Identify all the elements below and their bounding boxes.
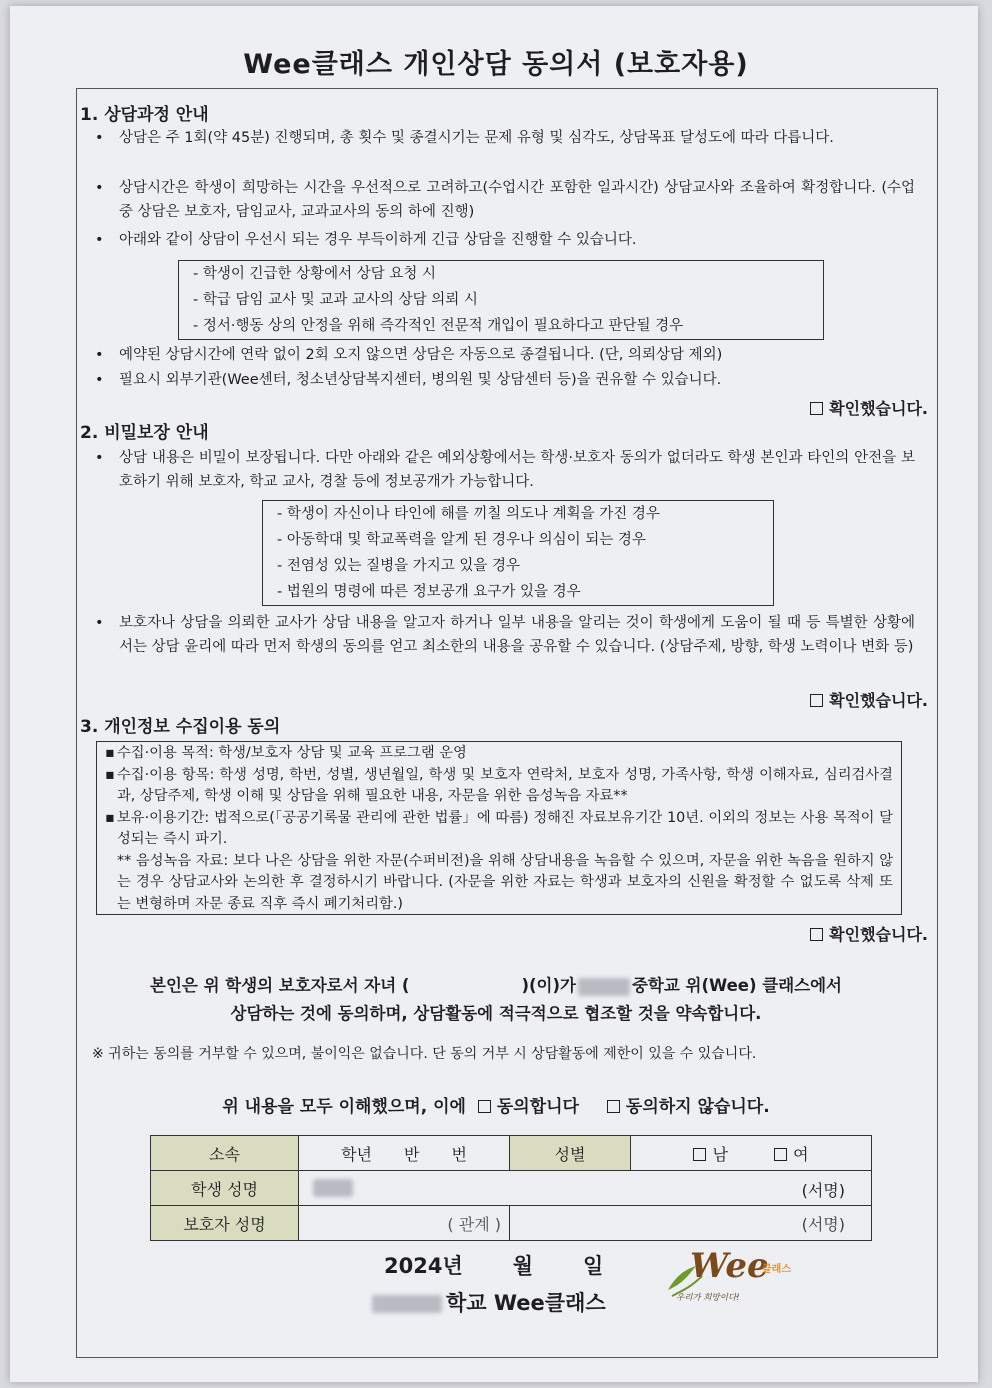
female-checkbox[interactable]: 여 xyxy=(774,1145,808,1164)
section1-confirm-checkbox[interactable]: 확인했습니다. xyxy=(810,396,928,419)
exceptions-box xyxy=(262,500,774,606)
agreement-line: 위 내용을 모두 이해했으며, 이에 동의합니다 동의하지 않습니다. xyxy=(222,1097,770,1117)
section3-heading: 3. 개인정보 수집이용 동의 xyxy=(80,717,281,737)
guardian-name-field[interactable] xyxy=(299,1206,510,1241)
refusal-note: ※ 귀하는 동의를 거부할 수 있으며, 불이익은 없습니다. 단 동의 거부 시 상담활동에 제한이 있을 수 있습니다. xyxy=(92,1046,757,1062)
checkbox-icon xyxy=(810,694,823,707)
privacy-box xyxy=(96,741,902,915)
section2-confirm-checkbox[interactable]: 확인했습니다. xyxy=(810,688,928,711)
urgent-cases-box xyxy=(178,260,824,340)
privacy-item: ▪ 수집·이용 목적: 학생/보호자 상담 및 교육 프로그램 운영 xyxy=(105,745,467,761)
logo-sub: 클래스 xyxy=(762,1264,791,1275)
student-name-label: 학생 성명 xyxy=(151,1171,299,1206)
exception-case: - 아동학대 및 학교폭력을 알게 된 경우나 의심이 되는 경우 xyxy=(277,532,646,548)
logo-slogan: 우리가 희망이다! xyxy=(676,1293,740,1303)
gender-label: 성별 xyxy=(510,1136,631,1171)
affiliation-field[interactable]: 학년 반 번 xyxy=(299,1136,510,1171)
redacted-school-name xyxy=(372,1295,442,1313)
student-name-field[interactable] xyxy=(299,1171,872,1206)
info-table xyxy=(150,1135,872,1241)
agree-no-checkbox[interactable]: 동의하지 않습니다. xyxy=(607,1097,770,1117)
checkbox-icon xyxy=(478,1100,491,1113)
relation-label: ( 관계 ) xyxy=(447,1214,501,1234)
gender-field xyxy=(631,1136,872,1171)
section3-confirm-checkbox[interactable]: 확인했습니다. xyxy=(810,922,928,945)
section1-bullet-2: • 상담시간은 학생이 희망하는 시간을 우선적으로 고려하고(수업시간 포함한 일과시간) 상담교사와 조율하여 확정합니다. (수업중 상담은 보호자, 담임교사, 교과교사의 동의 하에 진행) xyxy=(95,180,915,220)
exception-case: - 법원의 명령에 따른 정보공개 요구가 있을 경우 xyxy=(277,584,581,600)
pledge-line-2: 상담하는 것에 동의하며, 상담활동에 적극적으로 협조할 것을 약속합니다. xyxy=(230,1004,762,1023)
section2-bullet-1: • 상담 내용은 비밀이 보장됩니다. 다만 아래와 같은 예외상황에서는 학생·보호자 동의가 없더라도 학생 본인과 타인의 안전을 보호하기 위해 보호자, 학교 교사, 경찰 등에 정보공개가 가능합니다. xyxy=(95,450,915,490)
guardian-signature-field[interactable]: (서명) xyxy=(510,1206,872,1241)
table-row xyxy=(151,1171,872,1206)
checkbox-icon xyxy=(607,1100,620,1113)
wee-logo xyxy=(662,1246,792,1308)
table-row xyxy=(151,1136,872,1171)
pledge-line-1: 본인은 위 학생의 보호자로서 자녀 ( )(이)가 중학교 위(Wee) 클래스에서 xyxy=(150,976,842,995)
checkbox-icon xyxy=(810,928,823,941)
section1-bullet-1: • 상담은 주 1회(약 45분) 진행되며, 총 횟수 및 종결시기는 문제 유형 및 심각도, 상담목표 달성도에 따라 다릅니다. xyxy=(95,130,834,146)
urgent-case: - 학생이 긴급한 상황에서 상담 요청 시 xyxy=(193,266,436,282)
checkbox-icon xyxy=(774,1148,787,1161)
redacted-student-name xyxy=(313,1179,353,1197)
male-checkbox[interactable]: 남 xyxy=(693,1145,727,1164)
checkbox-icon xyxy=(810,402,823,415)
privacy-footnote: ** 음성녹음 자료: 보다 나은 상담을 위한 자문(수퍼비전)을 위해 상담내용을 녹음할 수 있으며, 자문을 위한 녹음을 원하지 않는 경우 상담교사와 논의한 후 결정하시기 바랍니다. (자문을 위한 자료는 학생과 보호자의 신원을 확정할 수 없도록 삭제 또는 변형하며 자문 종료 직후 즉시 폐기처리함.) xyxy=(117,852,893,912)
section2-bullet-2: • 보호자나 상담을 의뢰한 교사가 상담 내용을 알고자 하거나 일부 내용을 알리는 것이 학생에게 도움이 될 때 등 특별한 상황에서는 상담 윤리에 따라 먼저 학생의 동의를 얻고 최소한의 내용을 공유할 수 있습니다. (상담주제, 방향, 학생 노력이나 변화 등) xyxy=(95,615,915,655)
school-signature: 학교 Wee클래스 xyxy=(372,1287,606,1317)
section1-heading: 1. 상담과정 안내 xyxy=(80,105,209,125)
urgent-case: - 정서·행동 상의 안정을 위해 즉각적인 전문적 개입이 필요하다고 판단될 경우 xyxy=(193,318,684,334)
student-signature-label: (서명) xyxy=(801,1181,845,1200)
section1-bullet-4: • 예약된 상담시간에 연락 없이 2회 오지 않으면 상담은 자동으로 종결됩니다. (단, 의뢰상담 제외) xyxy=(95,347,723,363)
privacy-item: ▪ 보유·이용기간: 법적으로(「공공기록물 관리에 관한 법률」에 따름) 정해진 자료보유기간 10년. 이외의 정보는 사용 목적이 달성되는 즉시 파기. xyxy=(105,809,893,847)
guardian-name-label: 보호자 성명 xyxy=(151,1206,299,1241)
privacy-item: ▪ 수집·이용 항목: 학생 성명, 학번, 성별, 생년월일, 학생 및 보호자 연락처, 보호자 성명, 가족사항, 학생 이해자료, 심리검사결과, 상담주제, 학생 이해 및 상담을 위해 필요한 내용, 자문을 위한 음성녹음 자료** xyxy=(105,766,893,804)
section2-heading: 2. 비밀보장 안내 xyxy=(80,423,209,443)
exception-case: - 전염성 있는 질병을 가지고 있을 경우 xyxy=(277,558,520,574)
exception-case: - 학생이 자신이나 타인에 해를 끼칠 의도나 계획을 가진 경우 xyxy=(277,506,660,522)
affiliation-label: 소속 xyxy=(151,1136,299,1171)
date-line: 2024년 월 일 xyxy=(384,1254,604,1278)
checkbox-icon xyxy=(693,1148,706,1161)
section1-bullet-3: • 아래와 같이 상담이 우선시 되는 경우 부득이하게 긴급 상담을 진행할 수 있습니다. xyxy=(95,232,637,248)
logo-wordmark: Wee xyxy=(690,1246,769,1286)
table-row xyxy=(151,1206,872,1241)
section1-bullet-5: • 필요시 외부기관(Wee센터, 청소년상담복지센터, 병의원 및 상담센터 등)을 권유할 수 있습니다. xyxy=(95,372,722,388)
agree-yes-checkbox[interactable]: 동의합니다 xyxy=(478,1097,579,1117)
redacted-school-name xyxy=(578,978,630,996)
document-title: Wee클래스 개인상담 동의서 (보호자용) xyxy=(243,49,749,80)
urgent-case: - 학급 담임 교사 및 교과 교사의 상담 의뢰 시 xyxy=(193,292,478,308)
